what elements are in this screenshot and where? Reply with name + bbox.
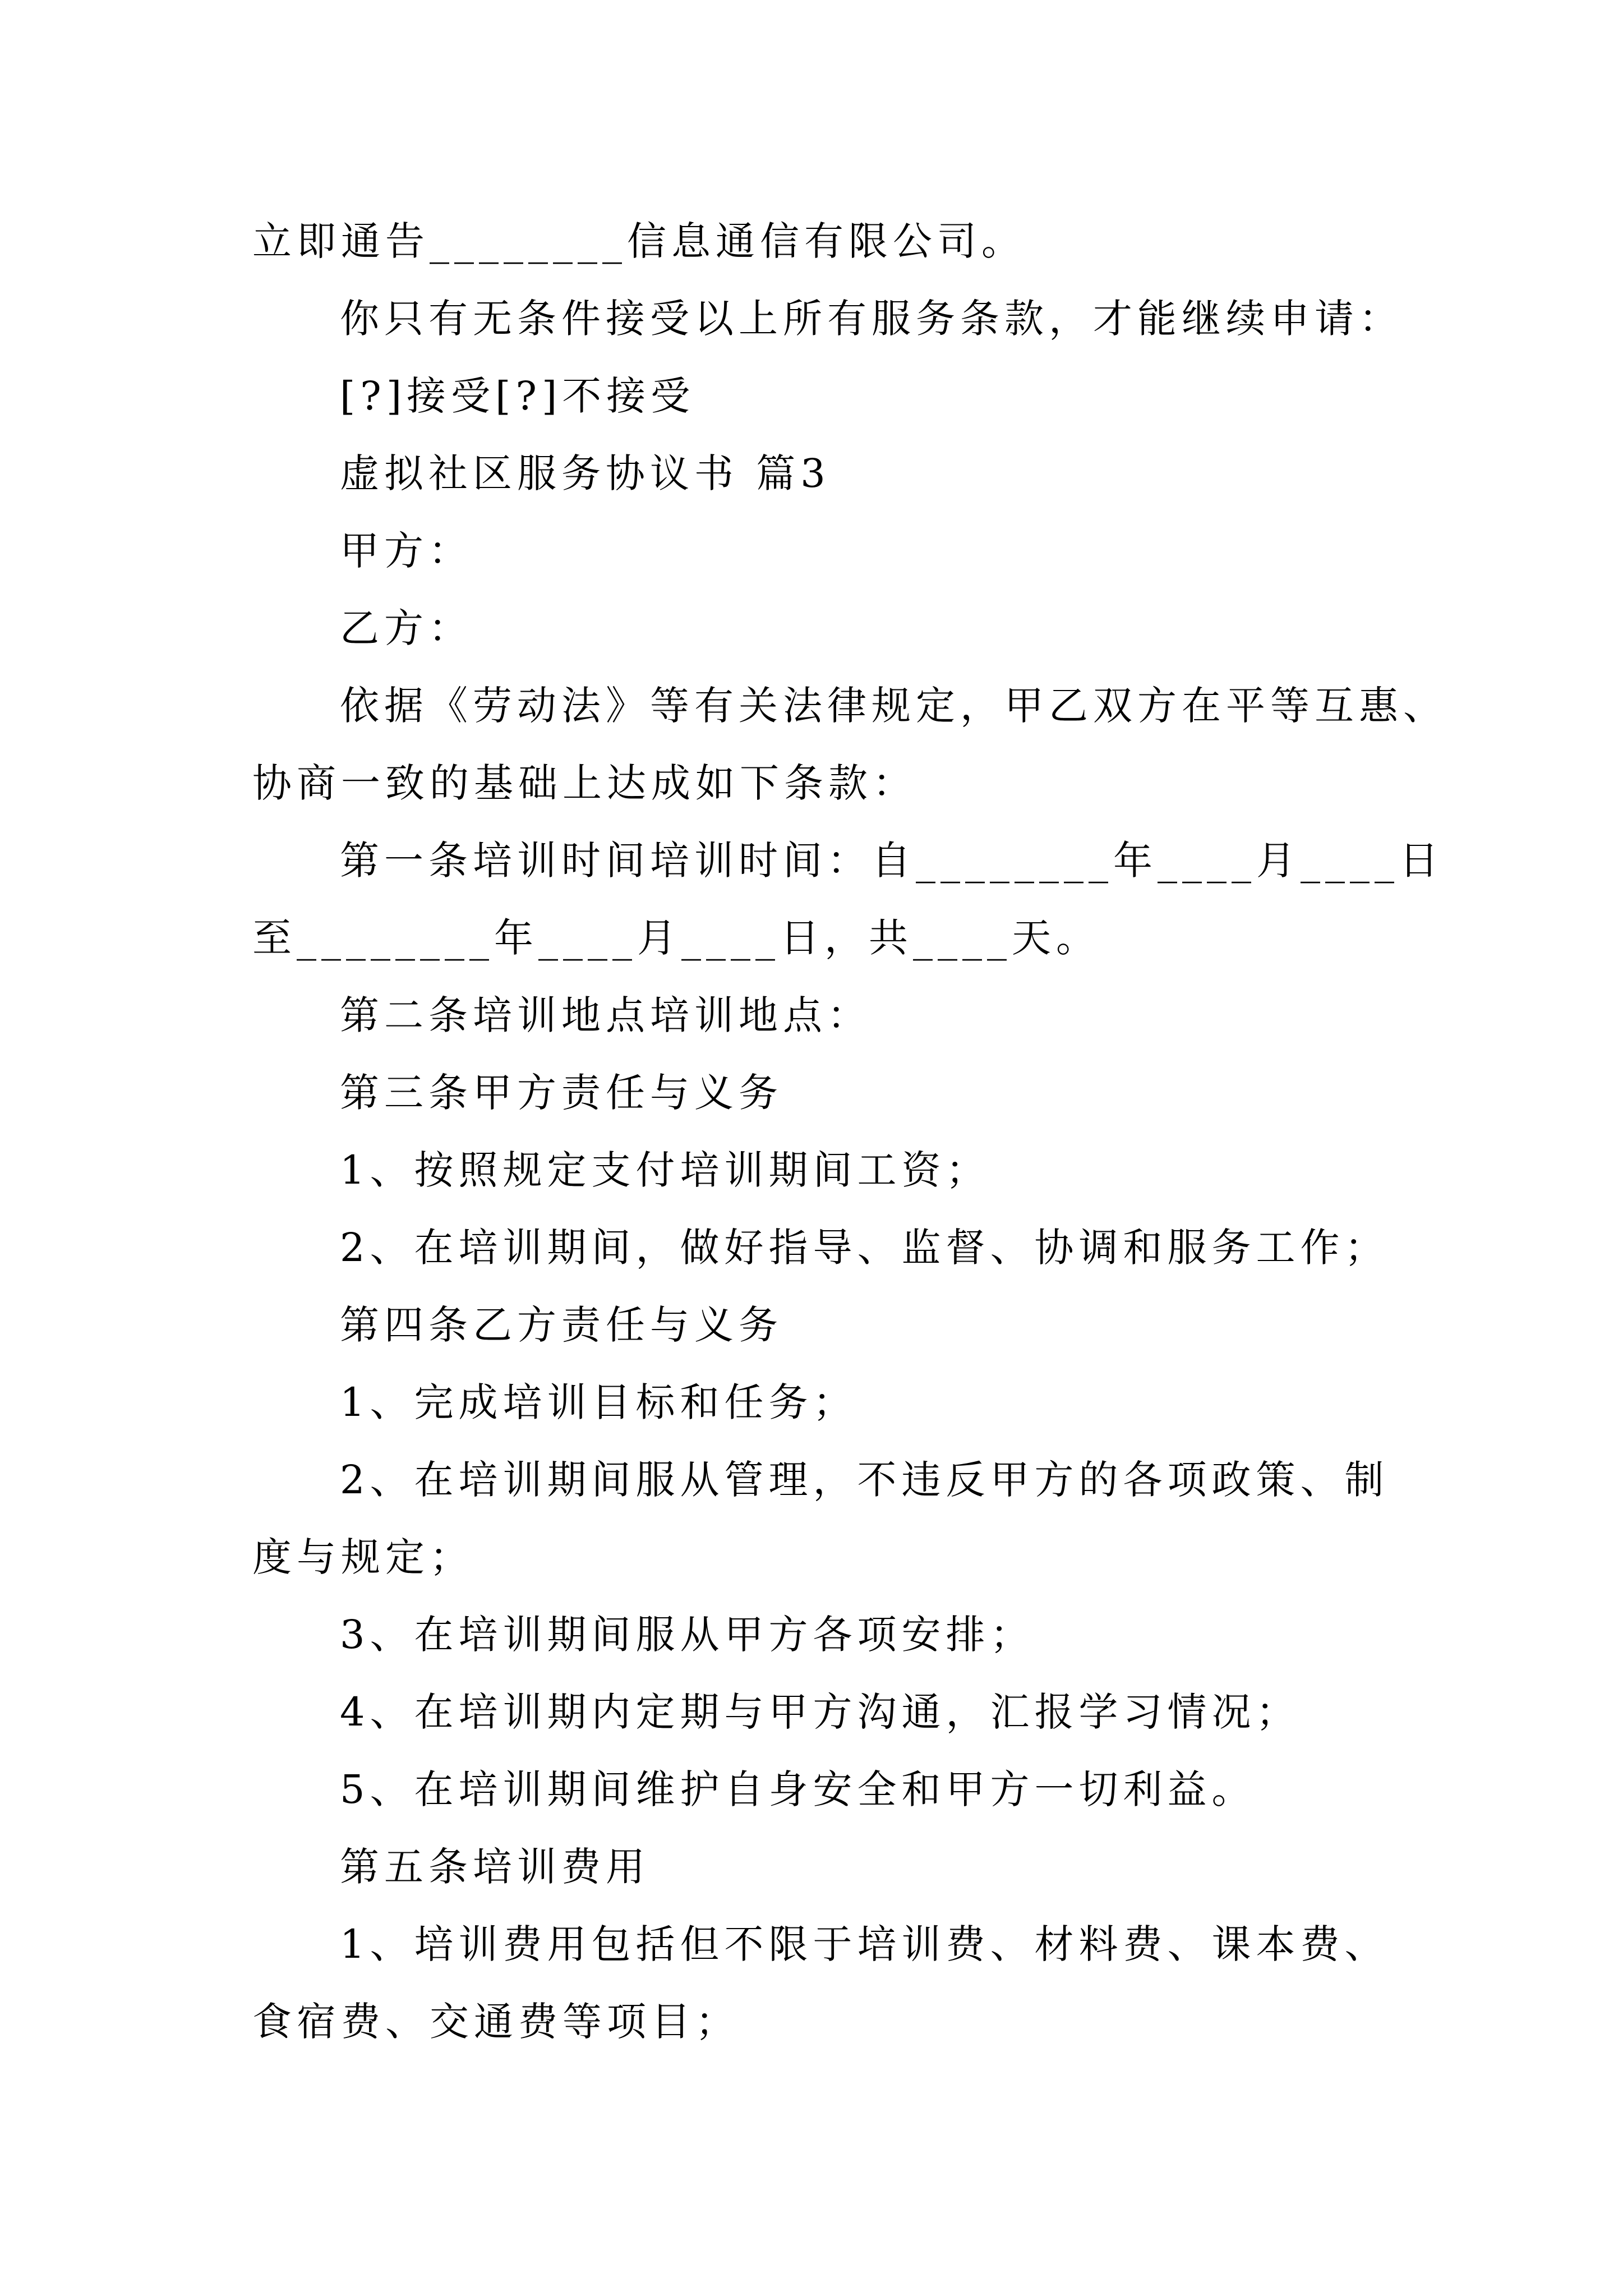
text-line-7: 依据《劳动法》等有关法律规定，甲乙双方在平等互惠、 [340,683,1447,729]
party-b-line: 乙方： [340,605,473,651]
article-4-item-4: 4、在培训期内定期与甲方沟通，汇报学习情况； [340,1689,1301,1735]
article-4-item-2-cont: 度与规定； [252,1534,474,1580]
article-5-heading: 第五条培训费用 [340,1844,650,1890]
article-3-heading: 第三条甲方责任与义务 [340,1070,783,1116]
text-line-8: 协商一致的基础上达成如下条款： [252,760,917,806]
article-4-item-5: 5、在培训期间维护自身安全和甲方一切利益。 [340,1766,1256,1812]
article-1-line-1: 第一条培训时间培训时间：自________年____月____日 [340,838,1444,884]
article-4-heading: 第四条乙方责任与义务 [340,1302,783,1348]
article-4-item-1: 1、完成培训目标和任务； [340,1379,857,1425]
article-4-item-2: 2、在培训期间服从管理，不违反甲方的各项政策、制 [340,1457,1389,1503]
text-line-1: 立即通告________信息通信有限公司。 [252,218,1026,264]
section-heading: 虚拟社区服务协议书 篇3 [340,450,831,496]
article-3-item-1: 1、按照规定支付培训期间工资； [340,1147,990,1193]
article-3-item-2: 2、在培训期间，做好指导、监督、协调和服务工作； [340,1225,1389,1271]
party-a-line: 甲方： [340,528,473,574]
text-line-3: [?]接受[?]不接受 [340,373,695,419]
article-1-line-2: 至________年____月____日，共____天。 [252,915,1100,961]
text-line-2: 你只有无条件接受以上所有服务条款，才能继续申请： [340,296,1403,342]
article-5-item-1: 1、培训费用包括但不限于培训费、材料费、课本费、 [340,1921,1389,1967]
article-4-item-3: 3、在培训期间服从甲方各项安排； [340,1612,1035,1658]
article-2-line: 第二条培训地点培训地点： [340,992,872,1038]
article-5-item-1-cont: 食宿费、交通费等项目； [252,1999,740,2045]
